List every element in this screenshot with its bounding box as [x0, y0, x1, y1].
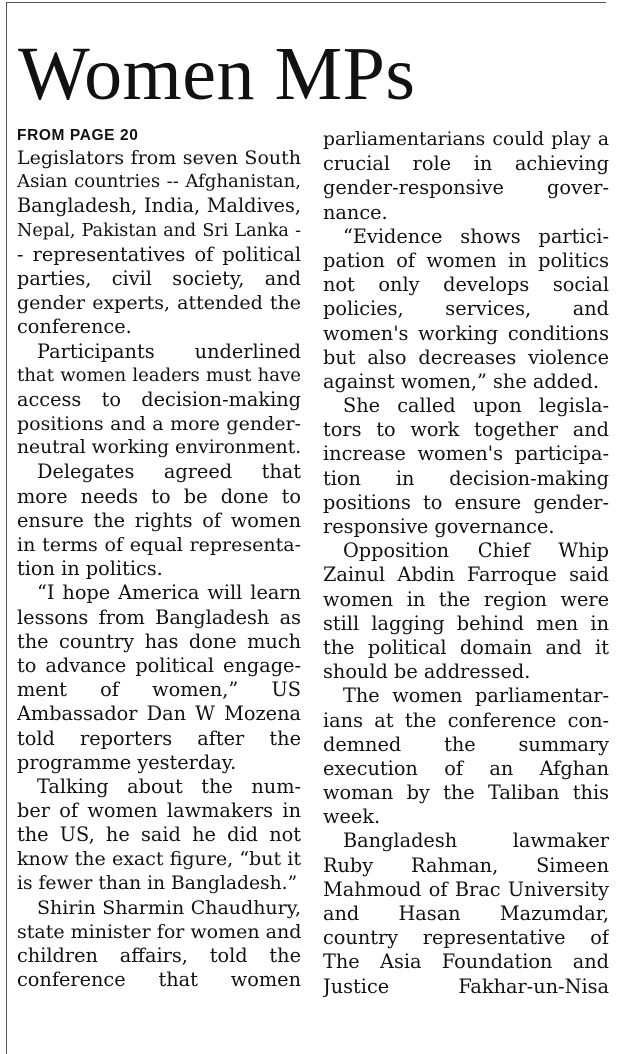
text-line: that women leaders must have — [17, 364, 301, 386]
text-line: women in the region were — [323, 587, 609, 611]
text-line: Ambassador Dan W Mozena — [17, 702, 301, 726]
text-line: The Asia Foundation and — [323, 950, 609, 974]
text-line: Talking about the num- — [37, 774, 301, 798]
text-line: gender experts, attended the — [17, 292, 301, 315]
text-line: to advance political engage- — [17, 653, 301, 677]
left-border-rule — [6, 2, 7, 1054]
text-line: against women,” she added. — [323, 369, 599, 393]
text-line: still lagging behind men in — [323, 611, 609, 635]
article-column-left — [17, 126, 301, 993]
text-line: is fewer than in Bangladesh.” — [17, 872, 298, 894]
text-line: conference that women — [17, 968, 301, 992]
text-line: the political domain and it — [323, 635, 609, 659]
text-line: access to decision-making — [17, 387, 301, 411]
text-line: children affairs, told the — [17, 944, 301, 968]
text-line: Asian countries -- Afghanistan, — [17, 171, 301, 193]
text-line: pation of women in politics — [323, 248, 609, 272]
text-line: Bangladesh, India, Maldives, — [17, 194, 301, 218]
text-line: ment of women,” US — [17, 678, 301, 702]
text-line: Participants underlined — [37, 339, 301, 363]
column-text-right — [323, 128, 609, 999]
text-line: gender-responsive gover- — [323, 176, 609, 200]
text-line: state minister for women and — [17, 921, 301, 943]
text-line: increase women's participa- — [323, 442, 609, 466]
text-line: She called upon legisla- — [343, 394, 609, 418]
text-line: parties, civil society, and — [17, 266, 301, 290]
text-line: policies, services, and — [323, 297, 609, 321]
text-line: positions and a more gender- — [17, 413, 301, 436]
text-line: the country has done much — [17, 629, 301, 653]
text-line: Nepal, Pakistan and Sri Lanka - — [17, 220, 301, 241]
text-line: not only develops social — [323, 273, 609, 297]
text-line: Zainul Abdin Farroque said — [323, 563, 609, 587]
column-text-left — [17, 146, 301, 993]
text-line: Delegates agreed that — [37, 460, 301, 484]
text-line: Ruby Rahman, Simeen — [323, 853, 609, 877]
text-line: “Evidence shows partici- — [343, 224, 609, 248]
text-line: conference. — [17, 315, 132, 339]
text-line: tion in politics. — [17, 557, 163, 581]
text-line: tors to work together and — [323, 418, 609, 442]
text-line: crucial role in achieving — [323, 152, 609, 176]
text-line: should be addressed. — [323, 660, 531, 684]
text-line: week. — [323, 805, 381, 829]
text-line: The women parliamentar- — [343, 684, 609, 708]
text-line: country representative of — [323, 926, 609, 950]
text-line: and Hasan Mazumdar, — [323, 902, 609, 925]
text-line: told reporters after the — [17, 726, 301, 750]
text-line: nance. — [323, 200, 388, 224]
text-line: Bangladesh lawmaker — [343, 829, 609, 853]
text-line: Justice Fakhar-un-Nisa — [323, 974, 609, 998]
text-line: demned the summary — [323, 732, 609, 756]
text-line: know the exact figure, “but it — [17, 848, 301, 871]
text-line: Legislators from seven South — [17, 147, 301, 169]
text-line: - representatives of political — [17, 242, 301, 266]
kicker-from-page: FROM PAGE 20 — [17, 127, 139, 144]
text-line: programme yesterday. — [17, 750, 237, 774]
text-line: neutral working environment. — [17, 437, 301, 459]
headline: Women MPs — [18, 32, 416, 116]
text-line: more needs to be done to — [17, 484, 301, 508]
text-line: women's working conditions — [323, 321, 609, 345]
text-line: tion in decision-making — [323, 466, 609, 490]
text-line: ensure the rights of women — [17, 508, 301, 532]
text-line: lessons from Bangladesh as — [17, 605, 301, 629]
text-line: the US, he said he did not — [17, 823, 301, 847]
top-border-rule — [6, 2, 606, 3]
text-line: in terms of equal representa- — [17, 534, 301, 556]
text-line: Mahmoud of Brac University — [323, 877, 609, 901]
text-line: parliamentarians could play a — [323, 129, 609, 150]
text-line: woman by the Taliban this — [323, 781, 609, 805]
text-line: ians at the conference con- — [323, 708, 609, 732]
text-line: Shirin Sharmin Chaudhury, — [37, 896, 301, 919]
text-line: responsive governance. — [323, 515, 555, 538]
text-line: “I hope America will learn — [37, 581, 301, 605]
text-line: ber of women lawmakers in — [17, 799, 301, 823]
text-line: but also decreases violence — [323, 345, 609, 369]
text-line: execution of an Afghan — [323, 756, 609, 780]
text-line: positions to ensure gender- — [323, 490, 609, 514]
text-line: Opposition Chief Whip — [343, 539, 609, 563]
article-column-right — [323, 126, 609, 999]
